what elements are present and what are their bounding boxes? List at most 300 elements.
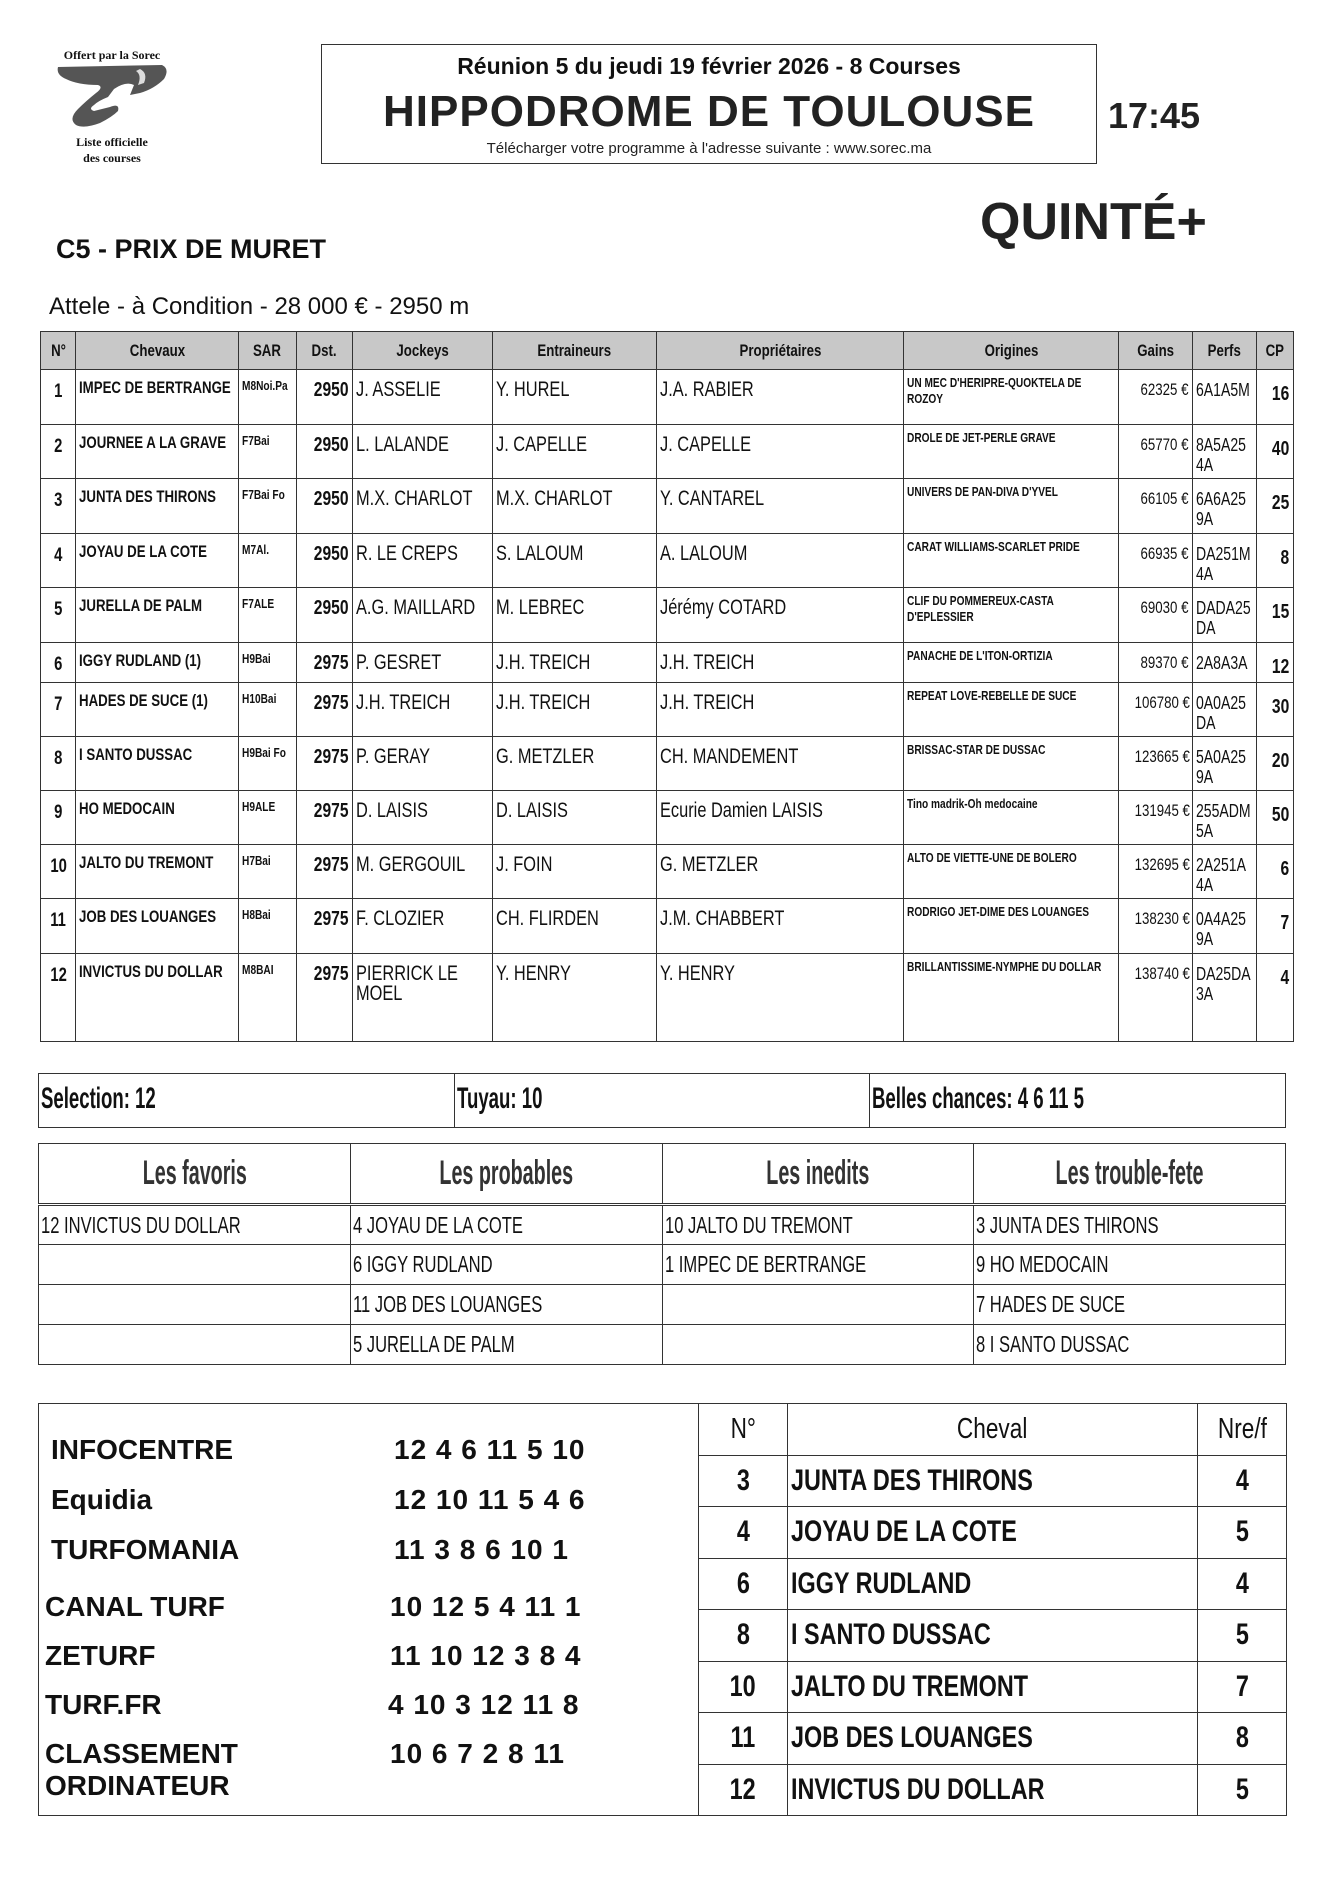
bet-type-title: QUINTÉ+ [980,193,1207,251]
runner-owner [656,899,904,954]
runner-earnings-text: 138230 € [1134,909,1190,928]
press-name: ZETURF [45,1640,156,1671]
runner-sar-text: F7Bai Fo [242,487,286,502]
press-name-line2: ORDINATEUR [45,1770,230,1801]
runner-distance-text: 2975 [314,908,349,930]
press-name [45,1738,238,1802]
runner-cp-text: 15 [1271,601,1289,623]
runner-sar-text: M8BAI [242,962,274,977]
runner-owner-text: A. LALOUM [659,542,748,565]
runner-perfs [1193,534,1256,588]
press-name: INFOCENTRE [51,1434,233,1465]
reference-horse-text: JUNTA DES THIRONS [791,1463,1033,1497]
inedits-entry [662,1205,974,1245]
runner-row [41,370,1294,425]
runner-distance [296,588,352,643]
runner-sar [239,737,296,791]
runner-jockey [352,370,492,425]
sorec-logo [50,48,174,166]
col-header-owners [656,332,904,370]
press-name: CANAL TURF [45,1591,225,1622]
runner-distance-text: 2975 [314,963,349,985]
reference-nref-text: 5 [1235,1618,1249,1652]
runner-sar-text: H9ALE [242,799,276,814]
press-picks: 10 12 5 4 11 1 [390,1591,582,1622]
reference-nref [1198,1507,1287,1559]
racecourse-title: HIPPODROME DE TOULOUSE [383,87,1035,136]
runner-distance-text: 2950 [314,379,349,401]
runner-sar [239,588,296,643]
runner-origins [904,588,1118,643]
runner-trainer-text: D. LAISIS [495,799,568,822]
runner-cp [1256,899,1293,954]
runner-distance [296,479,352,534]
horse-reference-row [699,1610,1287,1662]
runner-horse [76,370,239,425]
runner-origins [904,899,1118,954]
runner-origins [904,370,1118,425]
runner-row [41,954,1294,1042]
runner-jockey-text: F. CLOZIER [355,907,445,930]
runner-origins-text: BRISSAC-STAR DE DUSSAC [907,742,1046,757]
runner-jockey-text: P. GESRET [355,651,442,674]
reference-number-text: 10 [729,1669,757,1703]
col-header-nref [1198,1404,1287,1456]
race-time: 17:45 [1108,95,1201,136]
runner-earnings [1118,683,1192,737]
runner-distance-text: 2950 [314,543,349,565]
runner-perfs [1193,479,1256,534]
horse-reference-row [699,1713,1287,1765]
runner-jockey-text: A.G. MAILLARD [355,596,476,619]
press-picks: 12 4 6 11 5 10 [394,1434,586,1465]
runner-jockey-text: J.H. TREICH [355,691,451,714]
runner-cp-text: 4 [1280,967,1289,989]
runner-sar [239,954,296,1042]
runner-horse [76,588,239,643]
runner-trainer [492,425,656,479]
favoris-entry [39,1205,351,1245]
runner-owner [656,425,904,479]
col-header-number-label: N° [730,1412,756,1445]
download-note: Télécharger votre programme à l'adresse suivante : www.sorec.ma [486,140,932,157]
runner-perfs-text: 5A0A25 9A [1196,747,1247,787]
runner-cp-text: 6 [1280,858,1289,880]
col-header-earnings-label: Gains [1137,340,1175,360]
probables-entry-text: 6 IGGY RUDLAND [352,1251,493,1277]
col-header-distance-label: Dst. [311,340,337,360]
trouble-fete-entry-text: 8 I SANTO DUSSAC [976,1331,1130,1357]
runner-number-text: 2 [53,436,63,457]
runner-jockey-text: PIERRICK LE MOEL [355,962,458,1005]
inedits-entry [662,1285,974,1325]
category-trouble-fete [974,1144,1286,1205]
col-header-nref-label: Nre/f [1217,1412,1267,1445]
category-favoris-label: Les favoris [142,1154,247,1192]
runner-cp [1256,845,1293,899]
runner-jockey [352,899,492,954]
runner-perfs-text: 2A251A 4A [1196,855,1246,895]
runner-origins-text: PANACHE DE L'ITON-ORTIZIA [907,648,1054,663]
col-header-trainers-label: Entraineurs [537,340,612,360]
favoris-entry [39,1325,351,1365]
runner-earnings [1118,370,1192,425]
press-name: TURFOMANIA [51,1534,240,1565]
runner-origins [904,737,1118,791]
runner-trainer [492,370,656,425]
reference-horse-text: INVICTUS DU DOLLAR [791,1772,1045,1806]
horse-reference-table [698,1403,1287,1816]
runner-earnings [1118,791,1192,845]
runner-perfs [1193,899,1256,954]
runner-horse-text: IGGY RUDLAND (1) [79,651,202,670]
runner-perfs [1193,791,1256,845]
runner-perfs [1193,588,1256,643]
col-header-origins [904,332,1118,370]
runner-trainer-text: M. LEBREC [495,596,585,619]
reference-number-text: 8 [736,1618,750,1652]
logo-bottom-line1: Liste officielle [76,135,148,149]
reference-nref [1198,1713,1287,1765]
reference-horse [788,1507,1198,1559]
runner-number-text: 7 [53,694,63,715]
runner-number [41,845,76,899]
runner-sar [239,425,296,479]
runner-horse [76,479,239,534]
runner-trainer [492,588,656,643]
runner-owner [656,845,904,899]
runner-origins-text: Tino madrik-Oh medocaine [907,796,1039,811]
reference-nref-text: 5 [1235,1515,1249,1549]
runner-perfs-text: DADA25 DA [1196,598,1251,638]
runner-perfs [1193,845,1256,899]
runner-origins-text: RODRIGO JET-DIME DES LOUANGES [907,904,1090,919]
runner-perfs [1193,425,1256,479]
runner-sar [239,791,296,845]
runner-cp-text: 12 [1271,656,1289,678]
runner-earnings [1118,425,1192,479]
runner-earnings-text: 132695 € [1134,855,1190,874]
runners-table [40,331,1294,1042]
runner-jockey-text: M.X. CHARLOT [355,487,473,510]
runner-distance [296,683,352,737]
runner-trainer [492,479,656,534]
runner-sar-text: M8Noi.Pa [242,378,288,393]
category-probables-label: Les probables [439,1154,573,1192]
category-inedits-label: Les inedits [766,1154,870,1192]
runner-cp [1256,643,1293,683]
reference-number [699,1713,788,1765]
runner-origins-text: UN MEC D'HERIPRE-QUOKTELA DE ROZOY [907,375,1082,406]
reference-horse [788,1661,1198,1713]
inedits-entry [662,1245,974,1285]
reference-nref-text: 5 [1235,1772,1249,1806]
reference-number [699,1455,788,1507]
col-header-horse [788,1404,1198,1456]
runner-jockey [352,737,492,791]
runner-cp-text: 50 [1271,804,1289,826]
category-probables [350,1144,662,1205]
runner-cp-text: 20 [1271,750,1289,772]
runner-row [41,899,1294,954]
runner-origins [904,425,1118,479]
runner-trainer [492,845,656,899]
col-header-sar-label: SAR [253,340,282,360]
logo-top-text: Offert par la Sorec [63,48,161,62]
trouble-fete-entry [974,1325,1286,1365]
runner-trainer-text: J. CAPELLE [495,433,587,456]
runner-number [41,683,76,737]
category-trouble-fete-label: Les trouble-fete [1055,1154,1204,1192]
selection-cell [39,1074,455,1127]
runner-owner-text: G. METZLER [659,853,759,876]
runner-earnings-text: 69030 € [1140,598,1189,617]
runner-perfs-text: 6A1A5M [1196,380,1251,400]
runner-origins-text: DROLE DE JET-PERLE GRAVE [907,430,1057,445]
runner-cp-text: 16 [1271,383,1289,405]
runner-earnings [1118,845,1192,899]
runner-perfs-text: 8A5A25 4A [1196,435,1247,475]
horse-reference-header [699,1404,1287,1456]
col-header-origins-label: Origines [984,340,1039,360]
runner-perfs-text: DA251M 4A [1196,544,1251,584]
runner-origins [904,534,1118,588]
runner-cp [1256,479,1293,534]
runner-earnings-text: 123665 € [1134,747,1190,766]
probables-entry [350,1325,662,1365]
runner-sar [239,479,296,534]
runner-horse [76,845,239,899]
runner-perfs [1193,954,1256,1042]
runner-horse-text: INVICTUS DU DOLLAR [79,962,223,981]
runner-owner-text: Y. CANTAREL [659,487,764,510]
press-picks: 10 6 7 2 8 11 [390,1738,565,1769]
runner-owner [656,643,904,683]
runner-trainer [492,737,656,791]
reference-number [699,1610,788,1662]
reference-nref-text: 8 [1235,1721,1249,1755]
runner-distance [296,425,352,479]
reference-nref [1198,1661,1287,1713]
col-header-trainers [492,332,656,370]
horse-reference-row [699,1558,1287,1610]
runner-jockey-text: P. GERAY [355,745,431,768]
runner-jockey [352,534,492,588]
runner-earnings [1118,737,1192,791]
runner-owner-text: J.M. CHABBERT [659,907,785,930]
runner-trainer [492,643,656,683]
runner-trainer-text: Y. HUREL [495,378,570,401]
runner-origins [904,954,1118,1042]
runner-distance-text: 2975 [314,652,349,674]
runner-trainer-text: M.X. CHARLOT [495,487,613,510]
runner-sar [239,845,296,899]
runner-earnings [1118,588,1192,643]
runner-cp-text: 30 [1271,696,1289,718]
col-header-number-label: N° [50,340,66,360]
col-header-cp-label: CP [1265,340,1285,360]
runner-cp [1256,791,1293,845]
runner-owner-text: J.H. TREICH [659,651,755,674]
runner-perfs-text: 6A6A25 9A [1196,489,1247,529]
runner-sar [239,643,296,683]
runner-jockey [352,425,492,479]
inedits-entry-text: 10 JALTO DU TREMONT [664,1211,853,1238]
runner-number [41,534,76,588]
runner-owner-text: Jérémy COTARD [659,596,787,619]
runner-sar [239,899,296,954]
category-inedits [662,1144,974,1205]
runner-owner [656,737,904,791]
runner-earnings-text: 62325 € [1140,380,1189,399]
runner-owner-text: Ecurie Damien LAISIS [659,799,823,822]
press-name-line1: CLASSEMENT [45,1738,238,1769]
runner-perfs [1193,737,1256,791]
runner-trainer [492,954,656,1042]
runner-number-text: 10 [49,856,67,877]
runner-row [41,845,1294,899]
reference-nref-text: 4 [1235,1566,1249,1600]
runner-horse-text: HO MEDOCAIN [79,799,175,818]
runner-horse-text: JOB DES LOUANGES [79,907,217,926]
runners-table-header [41,332,1294,370]
meeting-header-box [321,44,1097,164]
reference-nref [1198,1455,1287,1507]
runner-number [41,737,76,791]
runner-distance-text: 2975 [314,854,349,876]
col-header-earnings [1118,332,1192,370]
runner-cp [1256,370,1293,425]
press-picks: 11 3 8 6 10 1 [394,1534,569,1565]
runner-number [41,899,76,954]
runner-row [41,479,1294,534]
runner-distance [296,737,352,791]
runner-horse-text: JURELLA DE PALM [79,596,203,615]
runner-owner-text: J.H. TREICH [659,691,755,714]
col-header-jockeys [352,332,492,370]
runner-distance [296,899,352,954]
runner-horse-text: JALTO DU TREMONT [79,853,214,872]
runner-trainer-text: S. LALOUM [495,542,584,565]
runner-row [41,791,1294,845]
runner-distance-text: 2950 [314,488,349,510]
runner-perfs-text: 0A4A25 9A [1196,909,1247,949]
belles-chances-text: Belles chances: 4 6 11 5 [872,1082,1085,1115]
runner-owner-text: J.A. RABIER [659,378,754,401]
press-picks: 4 10 3 12 11 8 [388,1689,580,1720]
horse-logo-icon [54,63,170,135]
runner-owner [656,683,904,737]
category-row [39,1205,1286,1245]
runner-owner-text: Y. HENRY [659,962,735,985]
runner-horse [76,425,239,479]
categories-table [38,1143,1286,1365]
runner-perfs [1193,643,1256,683]
inedits-entry [662,1325,974,1365]
reference-nref-text: 4 [1235,1463,1249,1497]
runner-sar-text: H10Bai [242,691,277,706]
col-header-horses-label: Chevaux [129,340,185,360]
trouble-fete-entry-text: 7 HADES DE SUCE [976,1291,1126,1317]
reference-nref [1198,1610,1287,1662]
tuyau-cell [455,1074,871,1127]
runner-number [41,954,76,1042]
runner-sar-text: F7Bai [242,433,270,448]
runner-origins-text: REPEAT LOVE-REBELLE DE SUCE [907,688,1077,703]
categories-header [39,1144,1286,1205]
runner-earnings-text: 106780 € [1134,693,1190,712]
runner-horse [76,643,239,683]
runner-owner [656,954,904,1042]
reference-nref [1198,1764,1287,1816]
col-header-distance [296,332,352,370]
runner-jockey [352,479,492,534]
runner-jockey [352,845,492,899]
runner-number-text: 5 [53,599,63,620]
runner-horse-text: JOURNEE A LA GRAVE [79,433,227,452]
runner-trainer-text: J.H. TREICH [495,651,591,674]
runner-trainer-text: CH. FLIRDEN [495,907,599,930]
runner-earnings-text: 66935 € [1140,544,1189,563]
runner-number-text: 4 [53,545,63,566]
reference-horse [788,1764,1198,1816]
press-picks: 12 10 11 5 4 6 [394,1484,586,1515]
runner-owner [656,534,904,588]
runner-origins-text: CARAT WILLIAMS-SCARLET PRIDE [907,539,1081,554]
reference-horse [788,1455,1198,1507]
runner-horse-text: I SANTO DUSSAC [79,745,193,764]
runner-sar [239,534,296,588]
reference-horse [788,1610,1198,1662]
runner-earnings-text: 65770 € [1140,435,1189,454]
runner-perfs-text: 255ADM 5A [1196,801,1251,841]
runner-trainer-text: J.H. TREICH [495,691,591,714]
category-row [39,1245,1286,1285]
col-header-number [699,1404,788,1456]
reference-horse-text: IGGY RUDLAND [791,1566,972,1600]
runner-cp [1256,683,1293,737]
runner-row [41,643,1294,683]
runner-row [41,737,1294,791]
runner-number [41,370,76,425]
horse-reference-row [699,1764,1287,1816]
runner-sar-text: F7ALE [242,596,275,611]
runner-earnings-text: 131945 € [1134,801,1190,820]
category-favoris [39,1144,351,1205]
runner-trainer [492,683,656,737]
category-row [39,1285,1286,1325]
runner-origins-text: CLIF DU POMMEREUX-CASTA D'EPLESSIER [907,593,1054,624]
reference-number [699,1558,788,1610]
race-title: C5 - PRIX DE MURET [56,234,327,264]
runner-origins-text: ALTO DE VIETTE-UNE DE BOLERO [907,850,1078,865]
col-header-cp [1256,332,1293,370]
reference-number-text: 6 [736,1566,750,1600]
press-name: TURF.FR [45,1689,162,1720]
runner-origins [904,643,1118,683]
runner-cp [1256,954,1293,1042]
runner-distance [296,791,352,845]
col-header-horses [76,332,239,370]
col-header-perfs [1193,332,1256,370]
runner-sar [239,683,296,737]
inedits-entry-text: 1 IMPEC DE BERTRANGE [664,1251,866,1277]
runner-sar [239,370,296,425]
runner-jockey-text: J. ASSELIE [355,378,441,401]
runner-cp [1256,737,1293,791]
runner-jockey-text: R. LE CREPS [355,542,458,565]
runner-jockey [352,954,492,1042]
